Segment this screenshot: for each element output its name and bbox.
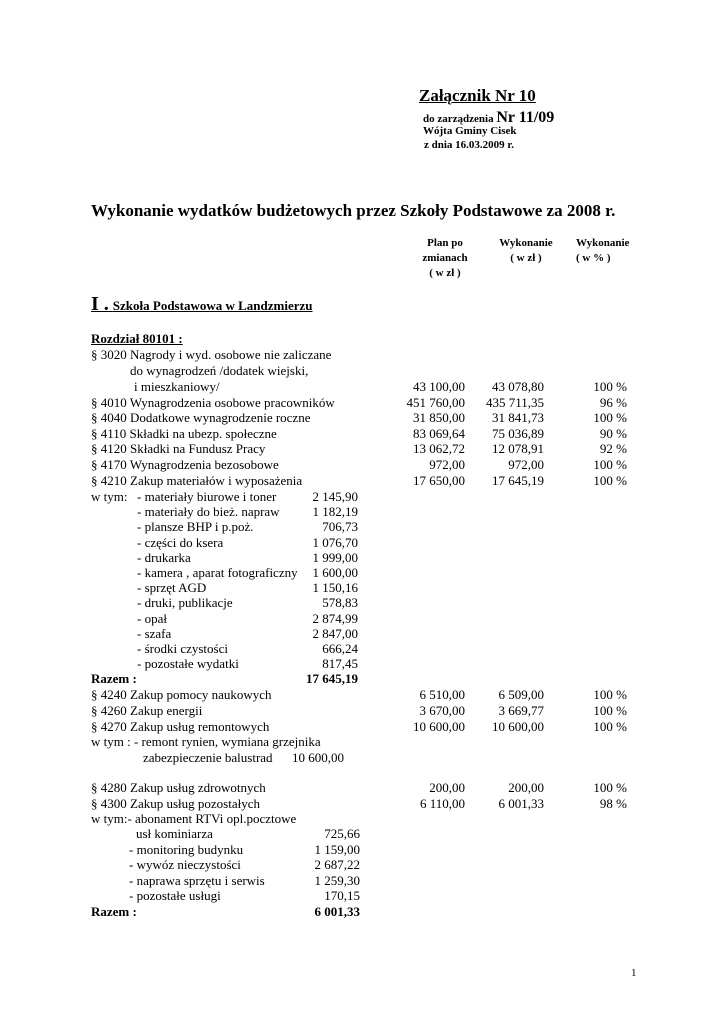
wtym1-value: 1 150,16 [312,580,358,596]
row-label: § 4240 Zakup pomocy naukowych [91,687,272,702]
wtym1-label: - materiały biurowe i toner [137,489,277,504]
document-title: Wykonanie wydatków budżetowych przez Szkoły Podstawowe za 2008 r. [91,201,616,220]
col-header-wyk-pct [576,236,629,266]
wtym1-value: 2 145,90 [312,489,358,504]
row-label: § 4010 Wynagrodzenia osobowe pracowników [91,394,335,410]
row-pct: 90 % [599,425,627,441]
row-pct: 100 % [593,379,627,394]
row-pct: 100 % [593,687,627,702]
row-pct: 100 % [593,718,627,734]
wtym1-label: - środki czystości [137,641,228,656]
col-header-plan [416,236,474,281]
row-pct: 92 % [599,441,627,457]
row-wyk: 200,00 [508,780,544,795]
regulation-prefix: do zarządzenia [423,113,494,125]
wtym1-label: - druki, publikacje [137,595,233,611]
wtym1-value: 1 999,00 [312,549,358,565]
row-label: § 4270 Zakup usług remontowych [91,718,270,734]
row-plan: 972,00 [429,457,465,472]
wtym1-value: 1 182,19 [312,504,358,520]
wtym3-value: 2 687,22 [314,857,360,873]
wtym3-label: - wywóz nieczystości [129,857,241,873]
wtym3-value: 1 159,00 [314,841,360,857]
wtym1-label: - opał [137,610,167,626]
wtym1-label: - pozostałe wydatki [137,656,239,672]
row-pct: 100 % [593,702,627,718]
wtym1-value: 578,83 [322,595,358,611]
wtym3-label: - pozostałe usługi [129,888,221,904]
wtym3-label: - naprawa sprzętu i serwis [129,872,265,888]
attachment-title: Załącznik Nr 10 [419,86,536,105]
row-pct: 100 % [593,410,627,426]
razem1-label: Razem : [91,671,137,686]
wtym1-value: 1 076,70 [312,534,358,550]
issuer: Wójta Gminy Cisek [423,125,517,137]
row-plan: 3 670,00 [419,702,465,718]
razem1-value: 17 645,19 [306,671,358,686]
issue-date: z dnia 16.03.2009 r. [424,139,515,151]
row-wyk: 12 078,91 [492,441,544,457]
wtym1-value: 2 847,00 [312,625,358,641]
wtym1-value: 706,73 [322,519,358,535]
wtym3-prefix: w tym:- abonament RTVi opl.pocztowe [91,811,297,826]
wtym1-label: - drukarka [137,549,191,565]
row-label: § 4260 Zakup energii [91,702,203,718]
row-label: § 4110 Składki na ubezp. społeczne [91,425,277,441]
row-wyk: 6 001,33 [498,795,544,811]
wtym2-line2: zabezpieczenie balustrad [143,750,273,765]
row-wyk: 31 841,73 [492,410,544,426]
row-wyk: 6 509,00 [498,687,544,702]
col-wykzl-line2: ( w zł ) [510,252,542,264]
row-wyk: 10 600,00 [492,718,544,734]
row-plan: 6 510,00 [419,687,465,702]
row-plan: 43 100,00 [413,379,465,394]
wtym2-value: 10 600,00 [292,750,344,765]
col-plan-line1: Plan po [427,237,463,249]
wtym3-label: - monitoring budynku [129,841,244,857]
row-plan: 83 069,64 [413,425,465,441]
wtym1-label: - plansze BHP i p.poż. [137,519,254,535]
row-wyk: 972,00 [508,457,544,472]
wtym1-value: 1 600,00 [312,565,358,580]
wtym1-prefix: w tym: [91,489,128,504]
row-pct: 98 % [599,795,627,811]
section-name: Szkoła Podstawowa w Landzmierzu [112,298,313,313]
row-label: § 4040 Dodatkowe wynagrodzenie roczne [91,410,311,426]
row-plan: 13 062,72 [413,441,465,457]
row-label: § 4300 Zakup usług pozostałych [91,795,260,811]
p3020-line3: i mieszkaniowy/ [134,379,220,394]
row-plan: 10 600,00 [413,718,465,734]
wtym3-value: 1 259,30 [314,872,360,888]
row-wyk: 3 669,77 [498,702,544,718]
row-label: § 4170 Wynagrodzenia bezosobowe [91,457,279,472]
col-wykzl-line1: Wykonanie [499,237,553,249]
wtym1-label: - szafa [137,625,172,641]
row-wyk: 17 645,19 [492,472,544,488]
col-wykpct-line1: Wykonanie [576,237,630,249]
row-pct: 100 % [593,472,627,488]
razem2-label: Razem : [91,904,137,919]
row-label: § 4120 Składki na Fundusz Pracy [91,441,266,457]
row-wyk: 75 036,89 [492,425,544,441]
row-plan: 17 650,00 [413,472,465,488]
row-plan: 31 850,00 [413,410,465,426]
wtym1-value: 2 874,99 [312,610,358,626]
row-pct: 100 % [593,457,627,472]
rozdzial-heading: Rozdział 80101 : [91,331,183,346]
wtym3-label: usł kominiarza [136,826,213,841]
row-wyk: 435 711,35 [485,394,544,410]
row-plan: 6 110,00 [419,795,465,811]
row-plan: 451 760,00 [406,394,465,410]
wtym1-value: 666,24 [322,641,358,656]
col-plan-line2: zmianach [422,252,468,264]
row-plan: 200,00 [429,780,465,795]
wtym3-value: 725,66 [324,826,360,841]
row-label: § 4280 Zakup usług zdrowotnych [91,780,266,795]
wtym1-label: - kamera , aparat fotograficzny [137,565,298,580]
regulation-number: Nr 11/09 [496,109,555,126]
col-header-wyk-zl [492,236,560,266]
wtym1-value: 817,45 [322,656,358,672]
row-wyk: 43 078,80 [492,379,544,394]
row-pct: 100 % [593,780,627,795]
p3020-line1: § 3020 Nagrody i wyd. osobowe nie zaliczane [91,347,332,362]
p3020-line2: do wynagrodzeń /dodatek wiejski, [130,363,309,378]
razem2-value: 6 001,33 [314,904,360,919]
wtym2-line1: w tym : - remont rynien, wymiana grzejnika [91,734,321,749]
col-plan-line3: ( w zł ) [429,267,461,279]
wtym1-label: - sprzęt AGD [137,580,207,596]
col-wykpct-line2: ( w % ) [576,252,611,264]
wtym1-label: - części do ksera [137,534,224,550]
row-label: § 4210 Zakup materiałów i wyposażenia [91,472,303,488]
wtym1-label: - materiały do bież. napraw [137,504,280,520]
wtym3-value: 170,15 [324,888,360,904]
section-heading [91,293,313,316]
page-number: 1 [631,967,637,979]
section-number: I . [91,293,109,315]
row-pct: 96 % [599,394,627,410]
